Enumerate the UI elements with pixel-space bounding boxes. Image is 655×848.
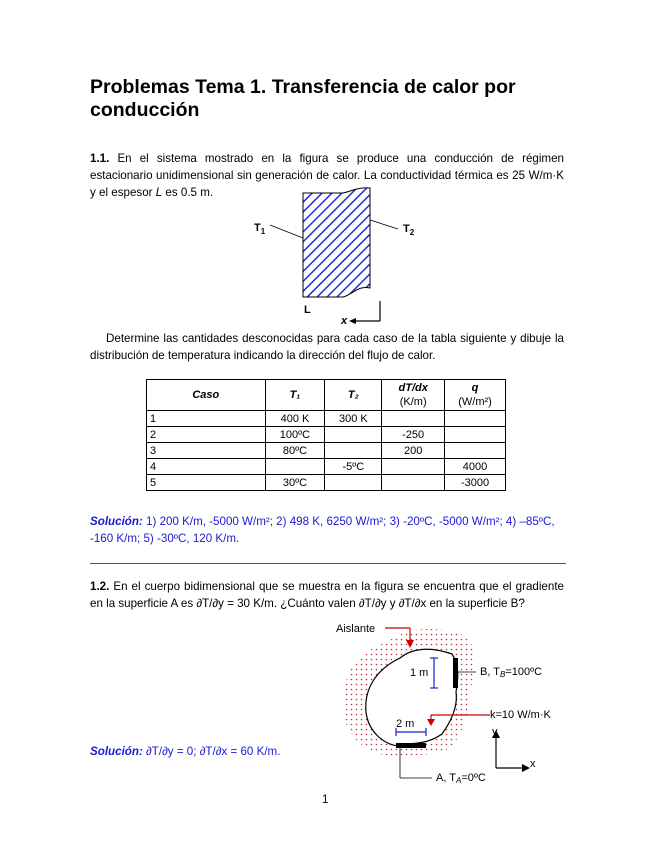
b-label: B, T [480,666,500,678]
table-cell [265,459,325,475]
x-axis-arrowhead [349,318,356,324]
table-cell: 2 [147,427,266,443]
table-row [147,411,506,427]
b-subscript: B [499,670,506,679]
x-axis-label: x [341,315,348,327]
table-cell: -250 [382,427,445,443]
solution-label: Solución: [90,745,143,758]
svg-text:B, TB=100ºC [480,666,542,679]
table-cell [325,427,382,443]
problem-text: En el cuerpo bidimensional que se muestra en la figura se encuentra que el gradiente en la superficie A es ∂T/∂y = 30 K/m. ¿Cuánto valen ∂T/∂y y ∂T/∂x en la superficie B? [90,580,564,610]
dim-2m-label: 2 m [396,718,415,730]
solution-label: Solución: [90,515,143,528]
solution-text: 1) 200 K/m, -5000 W/m²; 2) 498 K, 6250 W/m²; 3) -20ºC, -5000 W/m²; 4) –85ºC, -160 K/m; 5) -30ºC, 120 K/m. [90,515,555,545]
header-caso: Caso [147,380,266,411]
header-t1: T₁ [265,380,325,411]
table-cell [445,443,506,459]
problem-number: 1.2. [90,580,110,593]
problem-text-end: es 0.5 m. [162,186,214,199]
header-q: q (W/m²) [445,380,506,411]
slab-wall [303,188,370,297]
cases-table [146,379,506,491]
t2-subscript: 2 [409,228,415,237]
table-row [147,475,506,491]
table-row [147,459,506,475]
y-axis-label: y [492,726,498,738]
section-divider [90,563,566,564]
table-cell [382,411,445,427]
table-cell: 80ºC [265,443,325,459]
t1-leader [270,225,303,238]
table-cell: -5ºC [325,459,382,475]
x-axis-arrowhead [522,764,530,772]
solution-text: ∂T/∂y = 0; ∂T/∂x = 60 K/m. [142,745,281,758]
table-cell [325,443,382,459]
table-cell [445,411,506,427]
table-cell: 200 [382,443,445,459]
dim-1m-label: 1 m [410,667,429,679]
t2-label: T [403,223,410,235]
table-row [147,427,506,443]
b-value: =100ºC [505,666,543,678]
table-cell: 30ºC [265,475,325,491]
table-header-row [147,380,506,411]
t2-leader [370,220,398,229]
x-axis-label: x [530,758,536,770]
table-cell [382,475,445,491]
header-t2: T₂ [325,380,382,411]
table-cell: 4000 [445,459,506,475]
svg-text:A, TA=0ºC [436,772,486,785]
table-cell: 3 [147,443,266,459]
table-cell [382,459,445,475]
body-figure [330,618,565,788]
aislante-label: Aislante [336,623,376,635]
thickness-symbol: L [155,186,163,199]
table-cell: 1 [147,411,266,427]
table-cell [445,427,506,443]
table-cell: 400 K [265,411,325,427]
thickness-label: L [304,304,311,316]
solution-1-1 [90,513,564,547]
table-cell: 300 K [325,411,382,427]
problem-text: En el sistema mostrado en la figura se produce una conducción de régimen estacionario unidimensional sin generación de calor. La conductividad térmica es 25 W/m·K y el espesor [90,152,564,199]
surface-a [396,743,426,748]
a-value: =0ºC [461,772,486,784]
table-cell: 4 [147,459,266,475]
table-cell: 5 [147,475,266,491]
table-cell [325,475,382,491]
svg-text:T2 [403,223,415,237]
t1-label: T [254,222,261,234]
problem-1-2-statement [90,578,564,612]
a-subscript: A [455,776,462,785]
svg-text:T1 [254,222,266,236]
surface-b [453,658,458,688]
problem-number: 1.1. [90,152,110,165]
page-number: 1 [322,793,329,806]
header-dtdx: dT/dx (K/m) [382,380,445,411]
t1-subscript: 1 [260,227,266,236]
solution-1-2 [90,743,280,760]
slab-figure [240,185,440,330]
table-row [147,443,506,459]
a-label: A, T [436,772,456,784]
table-cell: -3000 [445,475,506,491]
k-label: k=10 W/m·K [490,709,551,721]
page-title: Problemas Tema 1. Transferencia de calor por conducción [90,76,516,121]
table-cell: 100ºC [265,427,325,443]
problem-1-1-instructions: Determine las cantidades desconocidas para cada caso de la tabla siguiente y dibuje la distribución de temperatura indicando la dirección del flujo de calor. [90,332,564,362]
